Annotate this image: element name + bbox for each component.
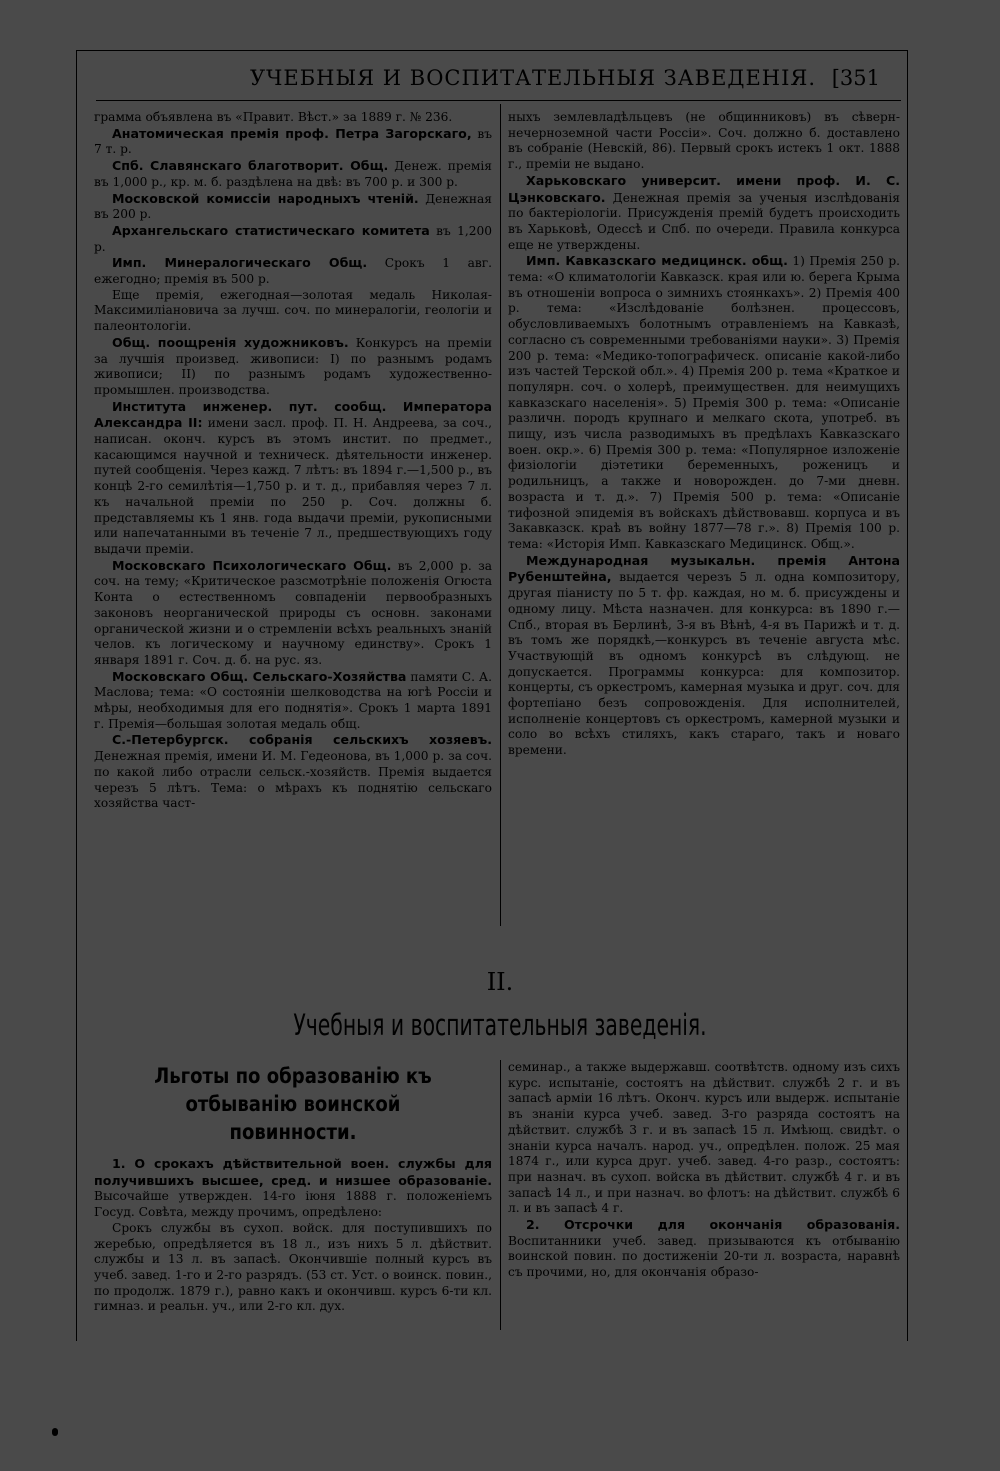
section-title: Учебныя и воспитательныя заведенія. (293, 1008, 707, 1042)
paragraph-text: памяти С. А. Маслова; тема: «О состояніи шелководства на югѣ Россіи и мѣры, необходимыя для его поднятія». Срокъ 1 марта 1891 г. Премія—большая золотая медаль общ. (94, 669, 492, 731)
paragraph (94, 158, 492, 190)
article-title: Льготы по образованію къ отбыванію воинской повинности. (154, 1064, 432, 1144)
paragraph-text: Высочайше утвержден. 14-го іюня 1888 г. положеніемъ Госуд. Совѣта, между прочимъ, опредѣлено: (94, 1189, 492, 1220)
paragraph-heading: Московскаго Психологическаго Общ. (112, 557, 392, 573)
paragraph-heading: Харьковскаго университ. имени проф. И. С. Цэнковскаго. (508, 172, 900, 205)
paragraph (94, 669, 492, 733)
paragraph-heading: Института инженер. пут. сообщ. Императора Александра II: (94, 398, 492, 431)
left-column (94, 110, 492, 812)
paragraph-heading: 2. Отсрочки для окончанія образованія. (526, 1217, 900, 1233)
section-number: II. (486, 968, 514, 996)
paragraph-text: ныхъ землевладѣльцевъ (не общинниковъ) въ сѣверн-нечерноземной части Россіи». Соч. должно б. доставлено въ собраніе (Невскій, 86). Первый срокъ истекъ 1 окт. 1888 г., преміи не выдано. (508, 110, 900, 172)
paragraph-text: въ 7 т. р. (94, 126, 492, 157)
paragraph-heading: Международная музыкальн. премія Антона Рубенштейна, (508, 552, 900, 585)
paragraph-text: Денежная премія за ученыя изслѣдованія по бактеріологіи. Присужденія премій будетъ происходить въ Харьковѣ, Одессѣ и Спб. по очереди. Правила конкурса еще не утверждены. (508, 190, 900, 252)
paragraph (508, 253, 900, 552)
paragraph-text: Денеж. премія въ 1,000 р., кр. м. б. раздѣлена на двѣ: въ 700 р. и 300 р. (94, 159, 492, 189)
paragraph (94, 399, 492, 558)
article-column-divider (500, 1060, 501, 1330)
paragraph-heading: 1. О срокахъ дѣйствительной воен. службы для получившихъ высшее, сред. и низшее образованіе. (94, 1156, 492, 1188)
paragraph (94, 255, 492, 287)
article-right-column (508, 1060, 900, 1281)
right-column (508, 110, 900, 759)
paragraph-text: семинар., а также выдержавш. соотвѣтств. одному изъ сихъ курс. испытаніе, состоятъ на дѣйствит. службѣ 2 г. и въ запасѣ арміи 16 лѣтъ. Оконч. курсъ или выдерж. испытаніе въ знаніи курса учеб. завед. 3-го разряда состоятъ на дѣйствит. службѣ 3 г. и въ запасѣ 15 л. Имѣющ. свидѣт. о знаніи курса началъ. народ. уч., опредѣлен. полож. 25 мая 1874 г., или курса друг. учеб. завед. 4-го разр., состоятъ: при назнач. въ сухоп. войска въ дѣйствит. службѣ 4 г. и въ запасѣ 14 л., и при назнач. во флотъ: на дѣйствит. службѣ 6 л. и въ запасѣ 4 г. (508, 1060, 900, 1216)
paragraph-text: Конкурсъ на преміи за лучшія произвед. живописи: I) по разнымъ родамъ живописи; II) по разнымъ родамъ художественно-промышлен. производства. (94, 335, 492, 397)
paragraph (94, 223, 492, 255)
paragraph-heading: Общ. поощренія художниковъ. (112, 334, 349, 350)
article-left-column (94, 1060, 492, 1315)
paragraph-heading: Спб. Славянскаго благотворит. Общ. (112, 158, 389, 174)
paragraph-text: Денежная въ 200 р. (94, 191, 492, 222)
paragraph-heading: Анатомическая премія проф. Петра Загорскаго, (112, 125, 472, 141)
paragraph (508, 553, 900, 759)
paragraph (94, 288, 492, 335)
paragraph (94, 335, 492, 399)
paragraph (508, 1217, 900, 1281)
paragraph-text: Воспитанники учеб. завед. призываются къ отбыванію воинской повин. по достиженіи 20-ти л. возраста, наравнѣ съ прочими, но, для окончанія образо- (508, 1233, 900, 1280)
paragraph (94, 1221, 492, 1315)
running-head (100, 66, 880, 100)
paragraph-heading: Имп. Кавказскаго медицинск. общ. (526, 253, 788, 269)
paragraph-text: Срокъ 1 авг. ежегодно; премія въ 500 р. (94, 256, 492, 287)
paragraph-text: имени засл. проф. П. Н. Андреева, за соч., написан. оконч. курсъ въ этомъ инстит. по предмет., касающимся научной и техническ. дѣятельности инженер. путей сообщенія. Через кажд. 7 лѣтъ: въ 1894 г.—1,500 р., въ концѣ 2-го семилѣтія—1,750 р. и т. д., прибавляя через 7 л. къ начальной преміи по 250 р. Соч. должны б. представляемы къ 1 янв. года выдачи преміи, рукописными или напечатанными въ теченіе 7 л., предшествующихъ году выдачи преміи. (94, 416, 492, 556)
paragraph (94, 1156, 492, 1221)
paragraph-text: 1) Премія 250 р. тема: «О климатологіи Кавказск. края или ю. берега Крыма въ отношеніи вопроса о зимнихъ стоянкахъ». 2) Премія 400 р. тема: «Изслѣдованіе болѣзнен. процессовъ, обусловливаемыхъ болотнымъ отравленіемъ на Кавказѣ, согласно съ современными требованіями науки». 3) Премія 200 р. тема: «Медико-топографическ. описаніе какой-либо изъ частей Терской обл.». 4) Премія 200 р. тема «Краткое и популярн. соч. о холерѣ, преимуществен. для неимущихъ кавказскаго населенія». 5) Премія 300 р. тема: «Описаніе различн. породъ крупнаго и мелкаго скота, употреб. въ пищу, изъ числа разводимыхъ въ предѣлахъ Кавказскаго воен. окр.». 6) Премія 300 р. тема: «Популярное изложеніе физіологіи діэтетики беременныхъ, роженицъ и родильницъ, а также и новорожден. до 7-ми дневн. возраста и т. д.». 7) Премія 500 р. тема: «Описаніе тифозной эпидемія въ войскахъ дѣйствовавш. корпуса и въ Закавказск. краѣ въ войну 1877—78 г.». 8) Премія 100 р. тема: «Исторія Имп. Кавказскаго Медицинск. Общ.». (508, 254, 900, 551)
paragraph-text: въ 2,000 р. за соч. на тему; «Критическое разсмотрѣніе положенія Огюста Конта о естественномъ совпаденіи первообразныхъ законовъ неорганической природы съ основн. законами органической жизни и о стремленіи всѣхъ реальныхъ знаній челов. къ логическому и научному единству». Срокъ 1 января 1891 г. Соч. д. б. на рус. яз. (94, 558, 492, 667)
paragraph (94, 558, 492, 669)
paragraph (508, 173, 900, 254)
paragraph-heading: Московскаго Общ. Сельскаго-Хозяйства (112, 668, 407, 684)
paragraph-text: выдается черезъ 5 л. одна композитору, другая піанисту по 5 т. фр. каждая, но м. б. присуждены и одному лицу. Мѣста назначен. для конкурса: въ 1890 г.—Спб., вторая въ Берлинѣ, 3-я въ Вѣнѣ, 4-я въ Парижѣ и т. д. въ томъ же порядкѣ,—конкурсъ въ теченіе августа мѣс. Участвующій въ одномъ конкурсѣ въ слѣдующ. не допускается. Программы конкурса: для композитор. концерты, съ оркестромъ, камерная музыка и друг. соч. для фортепіано безъ сопровожденія. Для исполнителей, исполненіе концертовъ съ оркестромъ, камерной музыки и соло во всѣхъ стиляхъ, какъ стараго, такъ и новаго времени. (508, 570, 900, 758)
paragraph (508, 110, 900, 173)
paragraph-text: Еще премія, ежегодная—золотая медаль Николая-Максимиліановича за лучш. соч. по минералогіи, геологіи и палеонтологіи. (94, 287, 492, 334)
ink-mark (52, 1428, 58, 1436)
paragraph (94, 110, 492, 126)
paragraph-heading: С.-Петербургск. собранія сельскихъ хозяевъ. (112, 732, 492, 748)
paragraph (508, 1060, 900, 1217)
paragraph-text: въ 1,200 р. (94, 223, 492, 254)
page-number: [351 (831, 66, 880, 90)
paragraph-text: Денежная премія, имени И. М. Гедеонова, въ 1,000 р. за соч. по какой либо отрасли сельск.-хозяйств. Премія выдается черезъ 5 лѣтъ. Тема: о мѣрахъ къ поднятію сельскаго хозяйства част- (94, 749, 492, 811)
header-rule (96, 100, 901, 101)
running-head-title: УЧЕБНЫЯ И ВОСПИТАТЕЛЬНЫЯ ЗАВЕДЕНІЯ. (250, 66, 817, 90)
paragraph (94, 126, 492, 158)
column-divider (500, 104, 501, 926)
paragraph-heading: Архангельскаго статистическаго комитета (112, 222, 430, 238)
paragraph (94, 191, 492, 223)
paragraph-text: Срокъ службы въ сухоп. войск. для поступившихъ по жеребью, опредѣляется въ 18 л., изъ нихъ 5 л. дѣйствит. службы и 13 л. въ запасѣ. Окончившіе полный курсъ въ учеб. завед. 1-го и 2-го разрядъ. (53 ст. Уст. о воинск. повин., по продолж. 1879 г.), равно какъ и окончивш. курсъ 6-ти кл. гимназ. и реальн. уч., или 2-го кл. дух. (94, 1220, 492, 1314)
paragraph-heading: Имп. Минералогическаго Общ. (112, 255, 368, 271)
paragraph (94, 732, 492, 812)
paragraph-heading: Московской комиссіи народныхъ чтеній. (112, 190, 419, 206)
paragraph-text: грамма объявлена въ «Правит. Вѣст.» за 1889 г. № 236. (94, 110, 453, 124)
article-left-body (94, 1156, 492, 1315)
